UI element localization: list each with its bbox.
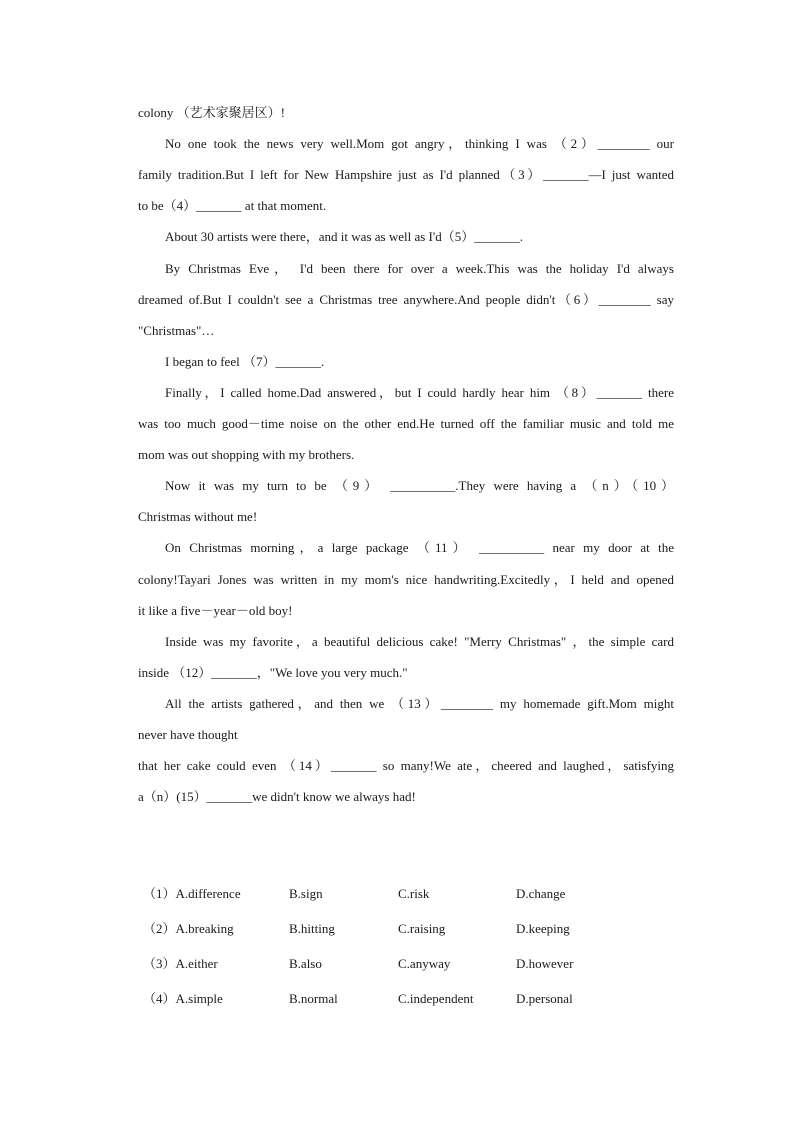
passage-line: that her cake could even （14）_______ so many!We ate，cheered and laughed，satisfying [138, 758, 674, 774]
passage-line: All the artists gathered，and then we （13）________ my homemade gift.Mom might [165, 695, 674, 711]
passage-line: Now it was my turn to be （9） __________.They were having a （n）（10） [165, 478, 674, 494]
option-choice: B.sign [289, 886, 323, 901]
passage-line: About 30 artists were there，and it was as well as I'd（5）_______. [165, 229, 523, 245]
passage-line: I began to feel （7）_______. [165, 353, 325, 369]
passage-line: By Christmas Eve， I'd been there for over a week.This was the holiday I'd always [165, 260, 674, 276]
option-choice: B.hitting [289, 921, 335, 936]
option-choice: B.normal [289, 991, 338, 1006]
passage-line: Christmas without me! [138, 509, 258, 525]
option-choice: （4）A.simple [143, 991, 223, 1006]
passage-line: a（n）(15）_______we didn't know we always had! [138, 789, 416, 805]
option-row [0, 990, 794, 1008]
passage-line: Inside was my favorite，a beautiful delicious cake! "Merry Christmas" ，the simple card [165, 633, 674, 649]
passage-line: inside （12）_______，"We love you very much." [138, 664, 408, 680]
option-choice: （1）A.difference [143, 886, 241, 901]
option-choice: C.independent [398, 991, 474, 1006]
option-row [0, 920, 794, 938]
passage-line: family tradition.But I left for New Hampshire just as I'd planned（3）_______—I just wanted [138, 167, 674, 183]
passage-line: mom was out shopping with my brothers. [138, 447, 355, 463]
passage-line: never have thought [138, 727, 238, 742]
option-row [0, 885, 794, 903]
passage-line: it like a five－year－old boy! [138, 602, 293, 618]
option-choice: C.raising [398, 921, 446, 936]
option-row [0, 955, 794, 973]
passage-line: colony!Tayari Jones was written in my mom's nice handwriting.Excitedly，I held and opened [138, 571, 674, 587]
passage-line: "Christmas"… [138, 322, 215, 338]
passage-line: colony （艺术家聚居区）! [138, 105, 285, 120]
passage-line: dreamed of.But I couldn't see a Christmas tree anywhere.And people didn't（6）________ say [138, 291, 674, 307]
passage-line: Finally，I called home.Dad answered，but I could hardly hear him （8）_______ there [165, 384, 674, 400]
option-choice: D.however [516, 956, 574, 971]
option-choice: D.personal [516, 991, 573, 1006]
passage-line: On Christmas morning，a large package （11） __________ near my door at the [165, 540, 674, 556]
option-choice: （2）A.breaking [143, 921, 234, 936]
option-choice: B.also [289, 956, 322, 971]
option-choice: C.anyway [398, 956, 451, 971]
option-choice: D.change [516, 886, 566, 901]
passage-line: to be（4）_______ at that moment. [138, 198, 327, 214]
option-choice: （3）A.either [143, 956, 218, 971]
option-choice: D.keeping [516, 921, 570, 936]
passage-line: No one took the news very well.Mom got angry，thinking I was （2）________ our [165, 136, 674, 152]
option-choice: C.risk [398, 886, 430, 901]
passage-line: was too much good－time noise on the other end.He turned off the familiar music and told me [138, 416, 674, 431]
